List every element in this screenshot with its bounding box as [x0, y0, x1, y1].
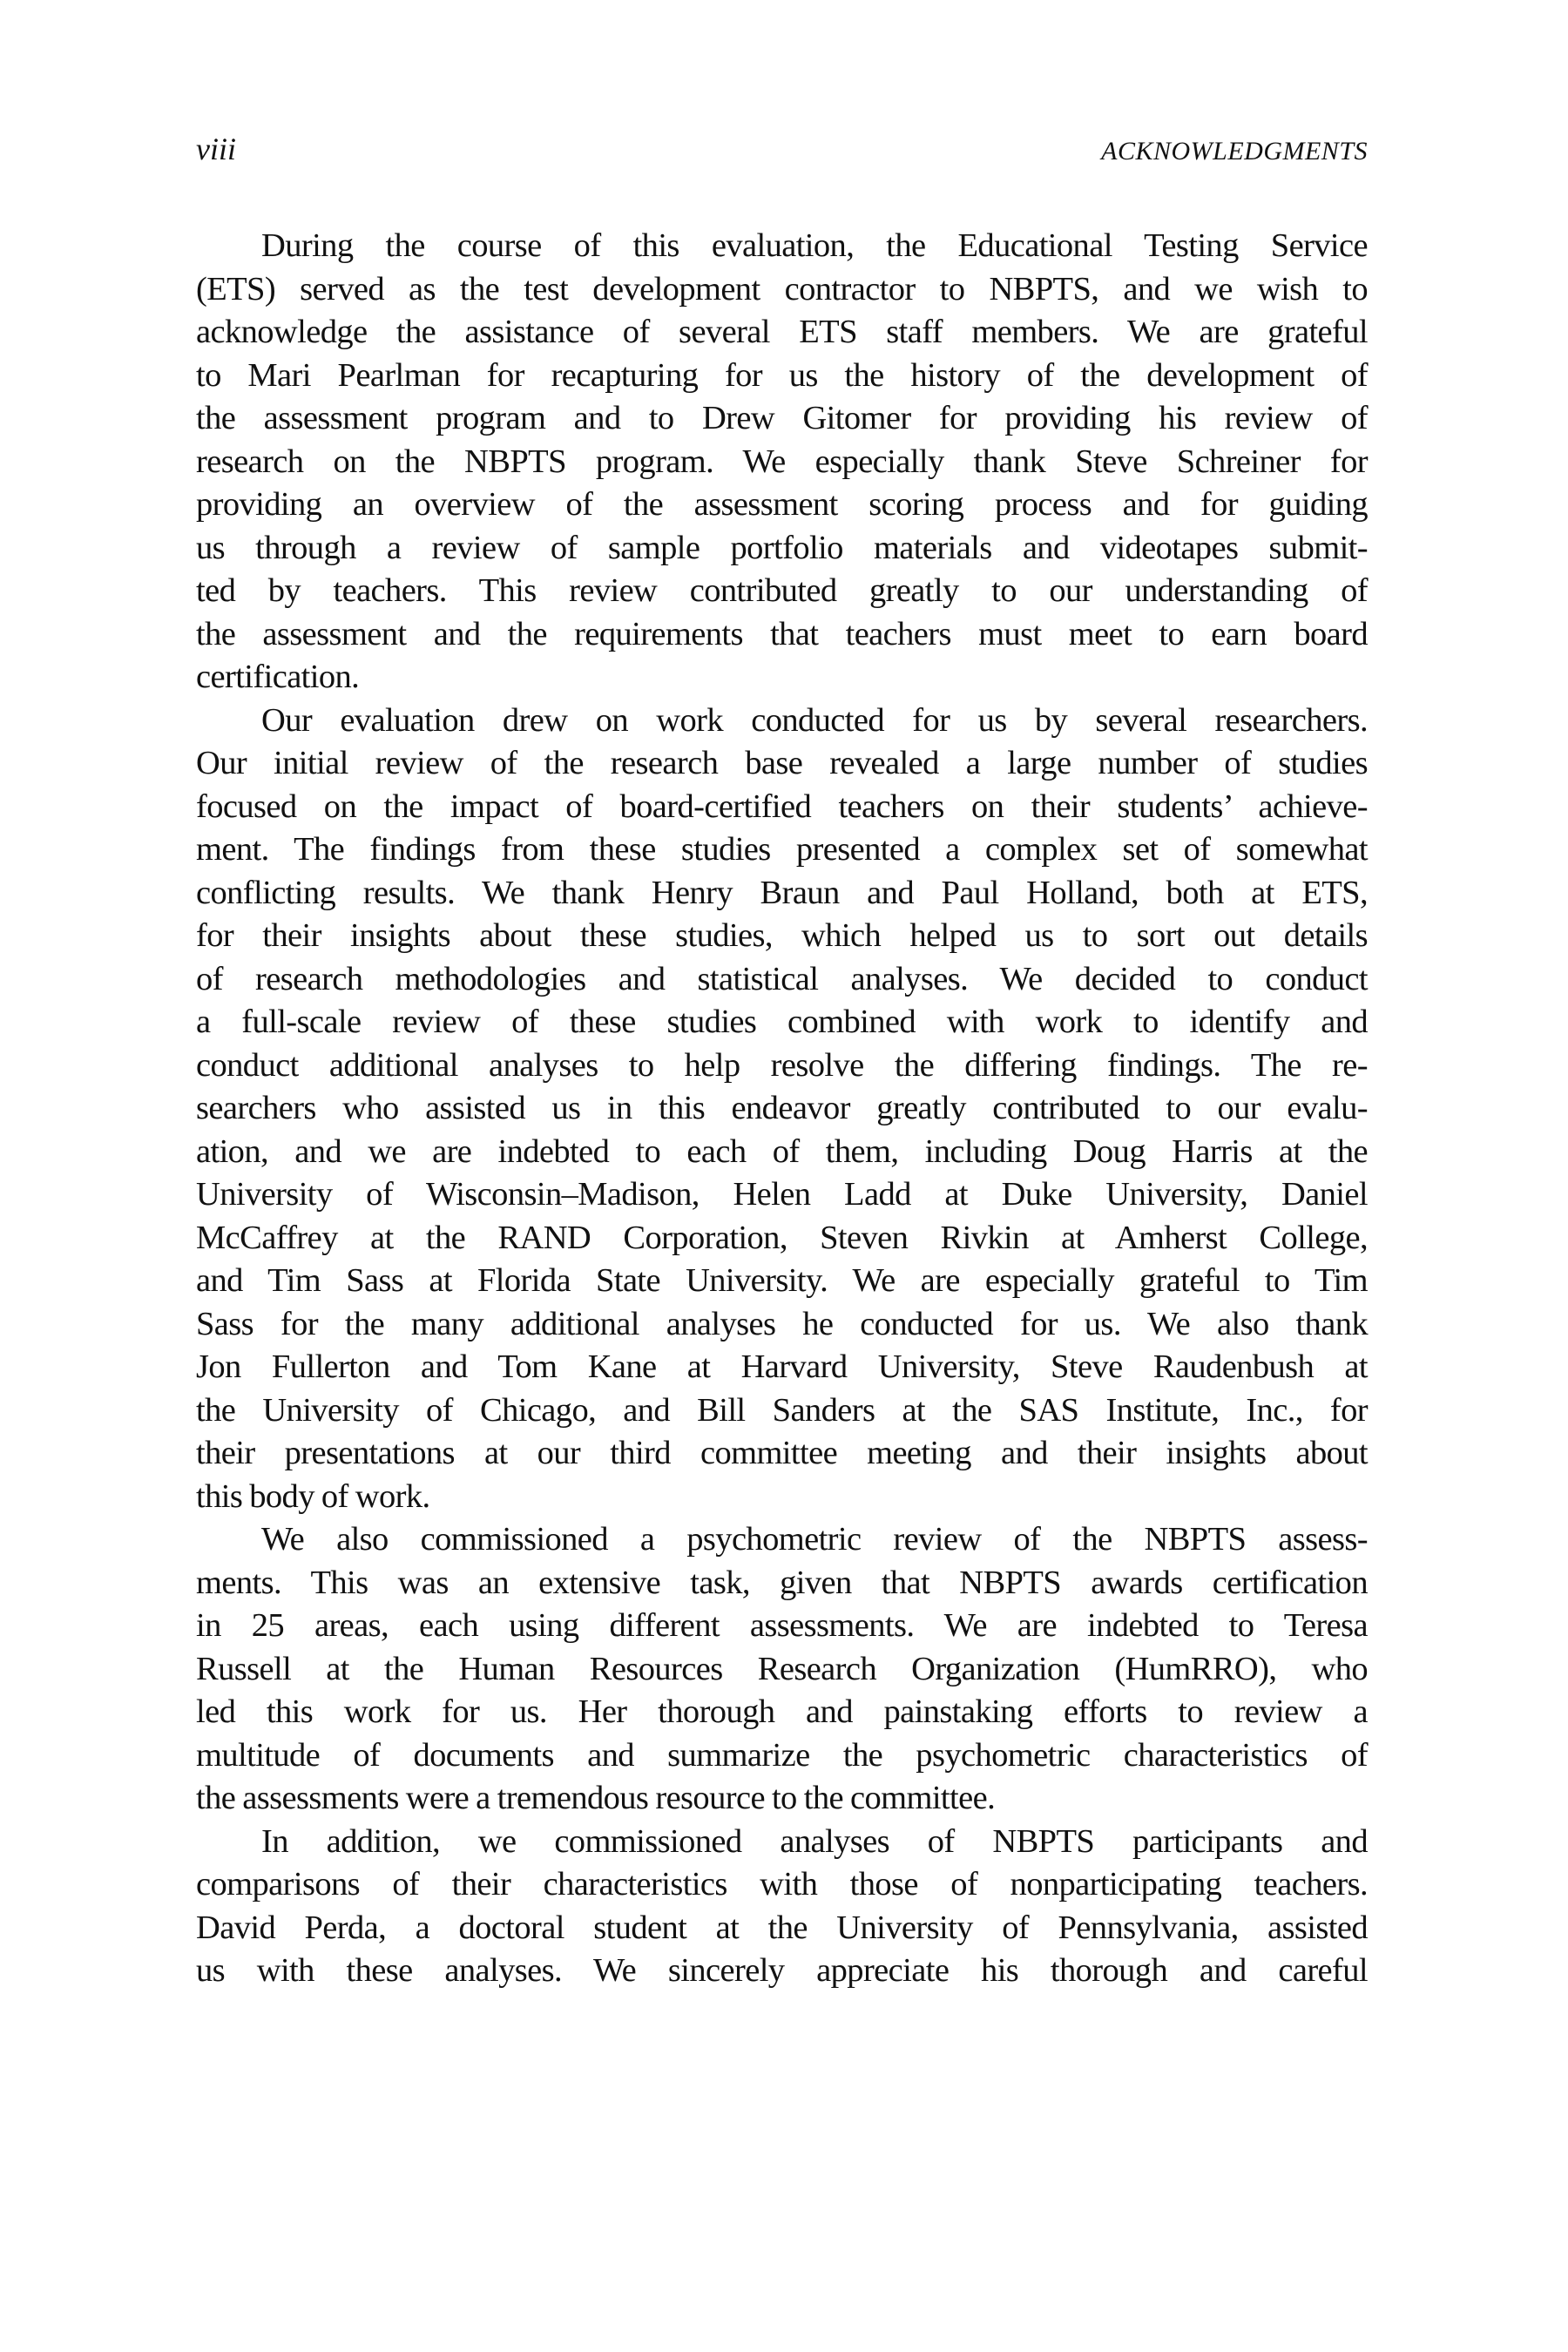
text-line: led this work for us. Her thorough and painstaking efforts to review a	[196, 1693, 1368, 1730]
text-line: Our evaluation drew on work conducted for us by several researchers.	[261, 701, 1368, 739]
text-line: in 25 areas, each using different assessments. We are indebted to Teresa	[196, 1607, 1368, 1644]
paragraph	[196, 1821, 1368, 1993]
text-line: their presentations at our third committee meeting and their insights about	[196, 1435, 1368, 1471]
text-line: the assessment program and to Drew Gitomer for providing his review of	[196, 400, 1368, 436]
text-line: During the course of this evaluation, the Educational Testing Service	[261, 227, 1368, 264]
text-line: for their insights about these studies, which helped us to sort out details	[196, 917, 1368, 954]
document-page	[196, 131, 1368, 1993]
text-line: us with these analyses. We sincerely appreciate his thorough and careful	[196, 1952, 1368, 1989]
text-line: a full-scale review of these studies combined with work to identify and	[196, 1004, 1368, 1040]
text-line: certification.	[196, 659, 360, 695]
text-line: conduct additional analyses to help resolve the differing findings. The re-	[196, 1046, 1368, 1084]
text-line: In addition, we commissioned analyses of NBPTS participants and	[261, 1822, 1368, 1860]
text-line: multitude of documents and summarize the psychometric characteristics of	[196, 1736, 1368, 1774]
paragraph	[196, 225, 1368, 700]
text-line: and Tim Sass at Florida State University. We are especially grateful to Tim	[196, 1262, 1368, 1299]
text-line: Russell at the Human Resources Research Organization (HumRRO), who	[196, 1650, 1368, 1687]
paragraph	[196, 1518, 1368, 1821]
body-text	[196, 225, 1368, 1993]
text-line: us through a review of sample portfolio materials and videotapes submit-	[196, 529, 1368, 566]
text-line: Our initial review of the research base revealed a large number of studies	[196, 745, 1368, 781]
text-line: comparisons of their characteristics with those of nonparticipating teachers.	[196, 1866, 1368, 1903]
text-line: focused on the impact of board-certified teachers on their students’ achieve-	[196, 787, 1368, 825]
text-line: David Perda, a doctoral student at the University of Pennsylvania, assisted	[196, 1909, 1368, 1946]
text-line: the assessments were a tremendous resource to the committee.	[196, 1780, 996, 1816]
text-line: acknowledge the assistance of several ETS staff members. We are grateful	[196, 314, 1368, 350]
page-number: viii	[196, 132, 236, 166]
text-line: the University of Chicago, and Bill Sanders at the SAS Institute, Inc., for	[196, 1391, 1368, 1429]
text-line: of research methodologies and statistical analyses. We decided to conduct	[196, 960, 1368, 997]
text-line: We also commissioned a psychometric review of the NBPTS assess-	[261, 1521, 1368, 1558]
text-line: research on the NBPTS program. We especially thank Steve Schreiner for	[196, 443, 1368, 480]
text-line: University of Wisconsin–Madison, Helen Ladd at Duke University, Daniel	[196, 1176, 1368, 1213]
text-line: conflicting results. We thank Henry Braun and Paul Holland, both at ETS,	[196, 874, 1368, 911]
section-title: ACKNOWLEDGMENTS	[1101, 137, 1368, 166]
text-line: McCaffrey at the RAND Corporation, Steven Rivkin at Amherst College,	[196, 1219, 1368, 1256]
text-line: ation, and we are indebted to each of them, including Doug Harris at the	[196, 1132, 1368, 1170]
running-head	[196, 131, 1368, 183]
paragraph	[196, 700, 1368, 1519]
text-line: ments. This was an extensive task, given that NBPTS awards certification	[196, 1564, 1368, 1601]
text-line: providing an overview of the assessment scoring process and for guiding	[196, 486, 1368, 523]
text-line: Sass for the many additional analyses he conducted for us. We also thank	[196, 1305, 1368, 1342]
text-line: searchers who assisted us in this endeavor greatly contributed to our evalu-	[196, 1090, 1368, 1126]
text-line: this body of work.	[196, 1477, 430, 1515]
text-line: to Mari Pearlman for recapturing for us the history of the development of	[196, 356, 1368, 394]
text-line: (ETS) served as the test development contractor to NBPTS, and we wish to	[196, 270, 1368, 308]
text-line: Jon Fullerton and Tom Kane at Harvard University, Steve Raudenbush at	[196, 1348, 1368, 1385]
text-line: ment. The findings from these studies presented a complex set of somewhat	[196, 831, 1368, 868]
text-line: ted by teachers. This review contributed greatly to our understanding of	[196, 572, 1368, 609]
text-line: the assessment and the requirements that teachers must meet to earn board	[196, 615, 1368, 652]
